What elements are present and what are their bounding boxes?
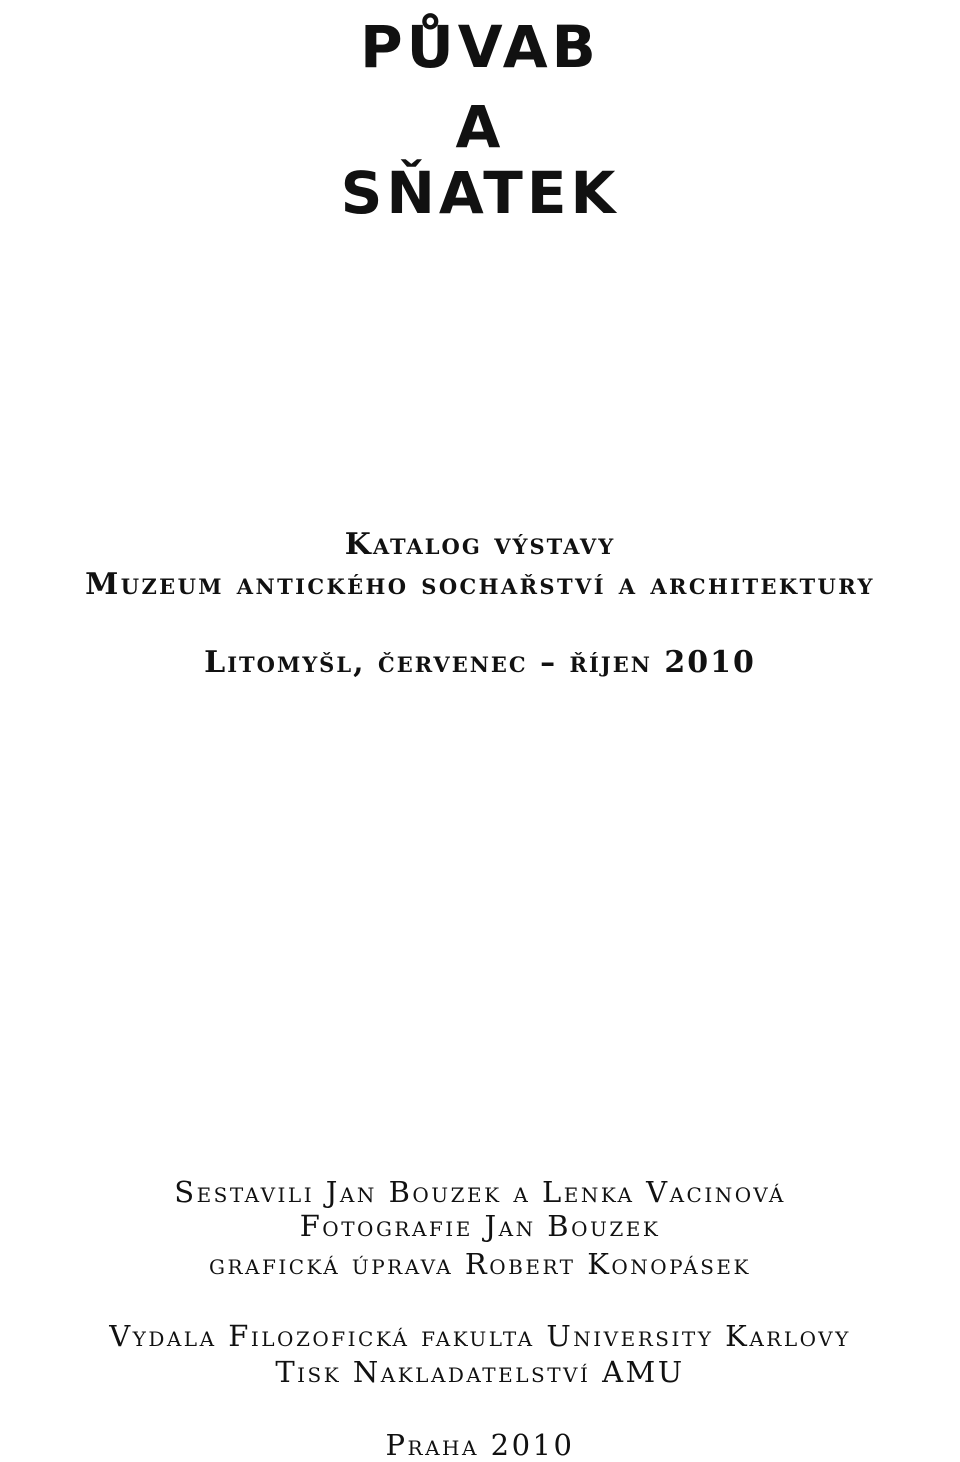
printer: Tisk Nakladatelství AMU — [275, 1355, 685, 1389]
graphic-design-credit: grafická úprava Robert Konopásek — [209, 1247, 751, 1281]
catalog-label: Katalog výstavy — [344, 527, 616, 562]
exhibition-place-date: Litomyšl, červenec – říjen 2010 — [204, 645, 756, 680]
compiled-by: Sestavili Jan Bouzek a Lenka Vacinová — [174, 1175, 786, 1209]
photography-credit: Fotografie Jan Bouzek — [299, 1209, 661, 1243]
book-title-line-3: SŇATEK — [340, 159, 620, 227]
publisher: Vydala Filozofická fakulta University Karlovy — [109, 1319, 851, 1353]
book-title-line-1: PŮVAB — [360, 13, 600, 81]
imprint-place-year: Praha 2010 — [385, 1428, 575, 1462]
book-title-line-2: A — [455, 93, 505, 161]
museum-name: Muzeum antického sochařství a architektury — [85, 567, 875, 602]
